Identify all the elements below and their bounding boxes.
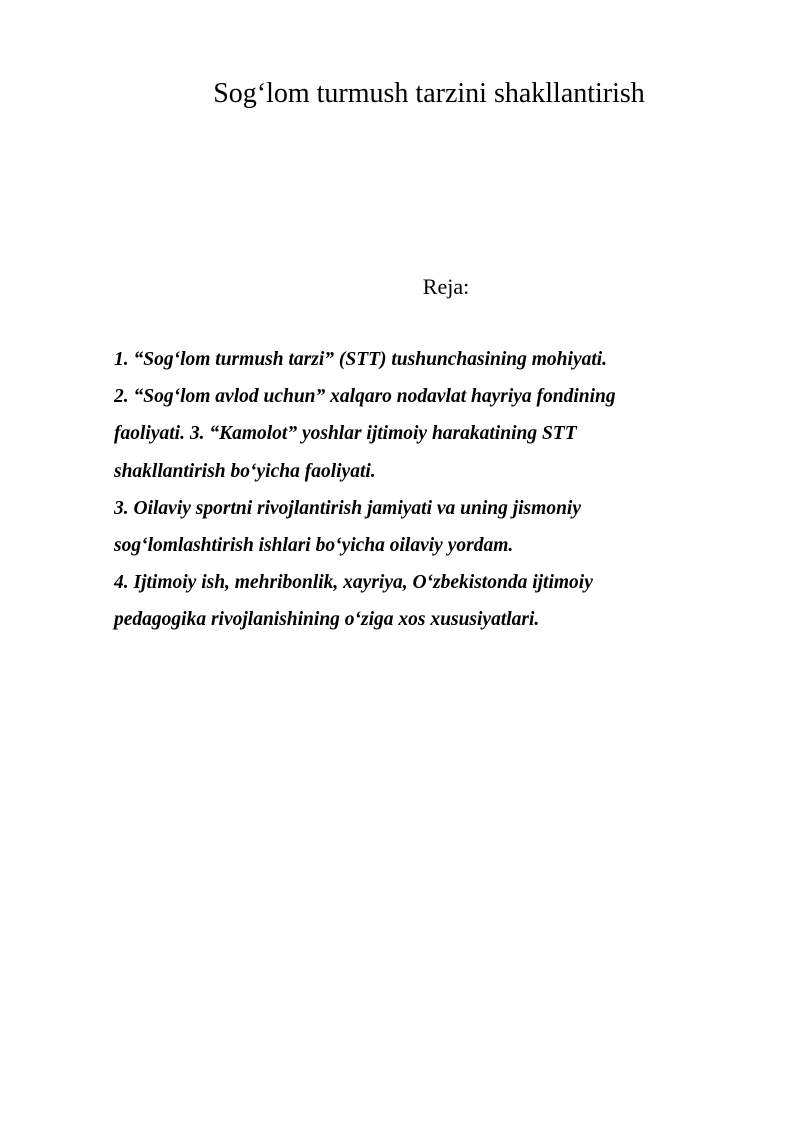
plan-line: 2. “Sog‘lom avlod uchun” xalqaro nodavlat hayriya fondining [114, 386, 616, 408]
plan-heading: Reja: [422, 274, 470, 299]
plan-line: faoliyati. 3. “Kamolot” yoshlar ijtimoiy harakatining STT [114, 423, 577, 445]
document-title: Sog‘lom turmush tarzini shakllantirish [213, 78, 645, 109]
plan-line: shakllantirish bo‘yicha faoliyati. [114, 460, 376, 482]
plan-list [114, 341, 694, 639]
plan-line: 3. Oilaviy sportni rivojlantirish jamiyati va uning jismoniy [114, 497, 581, 519]
plan-line: 4. Ijtimoiy ish, mehribonlik, xayriya, O‘zbekistonda ijtimoiy [114, 572, 593, 594]
plan-line: sog‘lomlashtirish ishlari bo‘yicha oilaviy yordam. [114, 535, 514, 557]
plan-line: pedagogika rivojlanishining o‘ziga xos xususiyatlari. [114, 609, 540, 631]
plan-line: 1. “Sog‘lom turmush tarzi” (STT) tushunchasining mohiyati. [114, 349, 608, 370]
